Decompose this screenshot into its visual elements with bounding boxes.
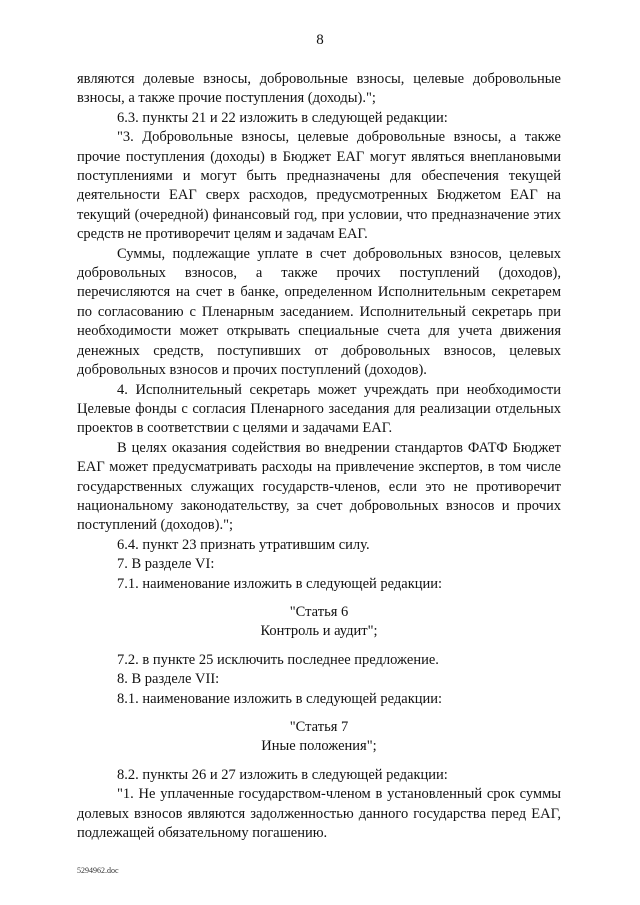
article-6-title: "Статья 6 — [289, 603, 349, 620]
paragraph-fatf: В целях оказания содействия во внедрении стандартов ФАТФ Бюджет ЕАГ может предусматривать расходы на привлечение экспертов, в том числе государственных служащих государств-членов, если это не противоречит национальному законодательству, за счет добровольных взносов и прочих поступлений (доходов)."; — [77, 439, 561, 534]
paragraph-8: 8. В разделе VII: — [117, 671, 220, 688]
paragraph-item-1: "1. Не уплаченные государством-членом в установленный срок суммы долевых взносов являются задолженностью данного государства перед ЕАГ, подлежащей обязательному погашению. — [77, 786, 561, 842]
paragraph-7-1: 7.1. наименование изложить в следующей редакции: — [117, 575, 443, 592]
article-7-title: "Статья 7 — [289, 719, 349, 735]
paragraph-8-1: 8.1. наименование изложить в следующей редакции: — [117, 690, 443, 707]
footer-filename: 5294962.doc — [77, 866, 119, 875]
page-number: 8 — [316, 32, 324, 48]
paragraph-sums: Суммы, подлежащие уплате в счет добровольных взносов, целевых добровольных взносов, а также прочих поступлений (доходов), перечисляются на счет в банке, определенном Исполнительным секретарем по согласованию с Пленарным заседанием. Исполнительный секретарь при необходимости может открывать специальные счета для учета движения денежных средств, поступивших от добровольных взносов, целевых добровольных взносов и прочих поступлений (доходов). — [77, 245, 561, 379]
paragraph-continuation: являются долевые взносы, добровольные взносы, целевые добровольные взносы, а также прочие поступления (доходы)."; — [77, 71, 561, 107]
paragraph-item-4: 4. Исполнительный секретарь может учреждать при необходимости Целевые фонды с согласия Пленарного заседания для реализации отдельных проектов в соответствии с целями и задачами ЕАГ. — [77, 381, 561, 437]
paragraph-6-3: 6.3. пункты 21 и 22 изложить в следующей редакции: — [117, 109, 448, 126]
paragraph-item-3: "3. Добровольные взносы, целевые добровольные взносы, а также прочие поступления (доходы) в Бюджет ЕАГ могут являться внеплановыми поступлениями и могут быть предназначены для обеспечения текущей деятельности ЕАГ сверх расходов, предусмотренных Бюджетом ЕАГ на текущий (очередной) финансовый год, при условии, что предназначение этих средств не противоречит целям и задачам ЕАГ. — [77, 129, 561, 243]
document-body — [77, 70, 561, 843]
paragraph-7-2: 7.2. в пункте 25 исключить последнее предложение. — [117, 651, 439, 668]
paragraph-6-4: 6.4. пункт 23 признать утратившим силу. — [117, 536, 370, 553]
article-7-subtitle: Иные положения"; — [261, 738, 377, 755]
paragraph-7: 7. В разделе VI: — [117, 556, 215, 573]
article-6-subtitle: Контроль и аудит"; — [260, 623, 378, 640]
paragraph-8-2: 8.2. пункты 26 и 27 изложить в следующей редакции: — [117, 766, 448, 783]
